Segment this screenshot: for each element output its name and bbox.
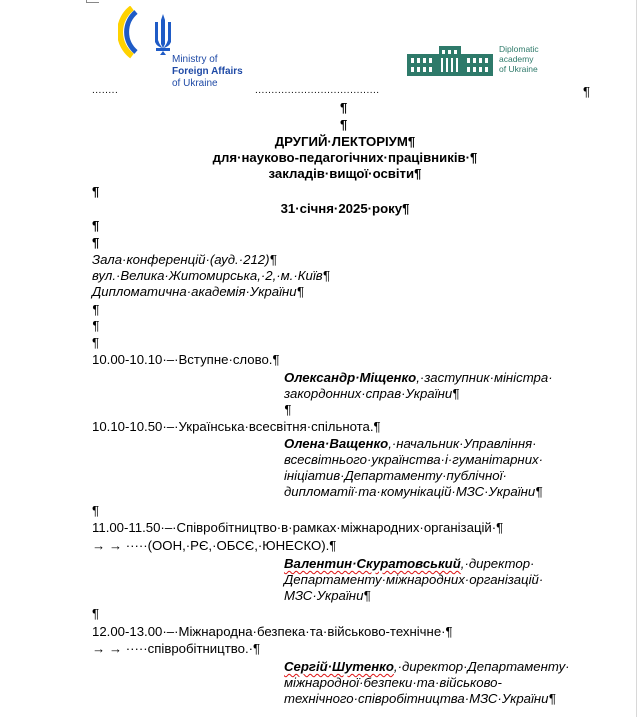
session-4-speaker-role-2: міжнародної·безпеки·та·військово- [284,675,502,690]
title-line-3: закладів·вищої·освіти¶ [268,166,422,181]
session-3-speaker-name: Валентин·Скуратовський [284,556,461,571]
header-dots-mid: ...................................... [255,85,380,96]
session-1-speaker-name: Олександр·Міщенко [284,370,417,385]
venue-pilcrow-1: ¶ [92,218,100,233]
session-3-time-cont: → → ·····(ООН,·РЄ,·ОБСЄ,·ЮНЕСКО).¶ [92,538,337,553]
session-3-speaker-role: ,·директор· [460,556,535,571]
session-2-speaker-role-4: дипломатії·та·комунікацій·МЗС·України¶ [284,484,543,499]
title-pilcrow-2: ¶ [340,117,348,132]
da-line1: Diplomatic [499,44,539,54]
diplomatic-academy-text [499,44,539,74]
event-date: 31·січня·2025·року¶ [280,201,410,216]
session-3-speaker-role-2: Департаменту·міжнародних·організацій· [284,572,544,587]
session-4-time: 12.00-13.00·–·Міжнародна·безпека·та·військово-технічне·¶ [92,624,453,639]
diplomatic-academy-logo [405,42,495,78]
title-pilcrow-3: ¶ [92,184,100,199]
session-2-time: 10.10-10.50·–·Українська·всесвітня·спільнота.¶ [92,419,381,434]
session-1-pilcrow: ¶ [284,402,292,417]
venue-institution: Дипломатична·академія·України¶ [92,284,304,299]
session-4-time-cont: → → ·····співробітництво.·¶ [92,641,261,656]
session-4-speaker [284,659,570,675]
session-4-speaker-role-3: технічного·співробітництва·МЗС·України¶ [284,691,556,706]
mfa-line3: of Ukraine [172,78,218,89]
mfa-line1: Ministry of [172,54,218,65]
venue-pilcrow-3: ¶ [92,302,100,317]
page-edge [636,0,637,717]
session-1-speaker-role-2: закордонних·справ·України¶ [284,386,460,401]
session-1-speaker [284,370,553,386]
session-3-speaker-role-3: МЗС·України¶ [284,588,371,603]
session-2-pilcrow: ¶ [92,503,100,518]
title-pilcrow-1: ¶ [340,100,348,115]
header-dots-left: ........ [92,85,119,96]
title-line-1: ДРУГИЙ·ЛЕКТОРІУМ¶ [274,134,416,149]
da-line2: academy [499,54,534,64]
session-1-speaker-role: ,·заступник·міністра· [416,370,553,385]
session-4-speaker-role: ,·директор·Департаменту· [393,659,570,674]
session-2-speaker-name: Олена·Ващенко [284,436,389,451]
session-2-speaker-role-3: ініціатив·Департаменту·публічної· [284,468,507,483]
venue-hall: Зала·конференцій·(ауд.·212)¶ [92,252,277,267]
session-2-speaker-role-2: всесвітнього·українства·і·гуманітарних· [284,452,544,467]
session-2-speaker [284,436,537,452]
session-3-pilcrow: ¶ [92,606,100,621]
session-3-speaker [284,556,534,572]
session-3-time: 11.00-11.50·–·Співробітництво·в·рамках·міжнародних·організацій·¶ [92,520,504,535]
header-pilcrow: ¶ [583,84,591,99]
venue-pilcrow-4: ¶ [92,318,100,333]
venue-pilcrow-2: ¶ [92,235,100,250]
session-4-speaker-name: Сергій·Шутенко [284,659,394,674]
venue-pilcrow-5: ¶ [92,335,100,350]
session-2-speaker-role: ,·начальник·Управління· [388,436,537,451]
mfa-logo-text [172,54,243,90]
margin-corner-mark [86,0,99,3]
mfa-line2: Foreign Affairs [172,66,243,77]
da-line3: of Ukraine [499,64,538,74]
session-1-time: 10.00-10.10·–·Вступне·слово.¶ [92,352,280,367]
venue-address: вул.·Велика·Житомирська,·2,·м.·Київ¶ [92,268,330,283]
title-line-2: для·науково-педагогічних·працівників·¶ [212,150,478,165]
